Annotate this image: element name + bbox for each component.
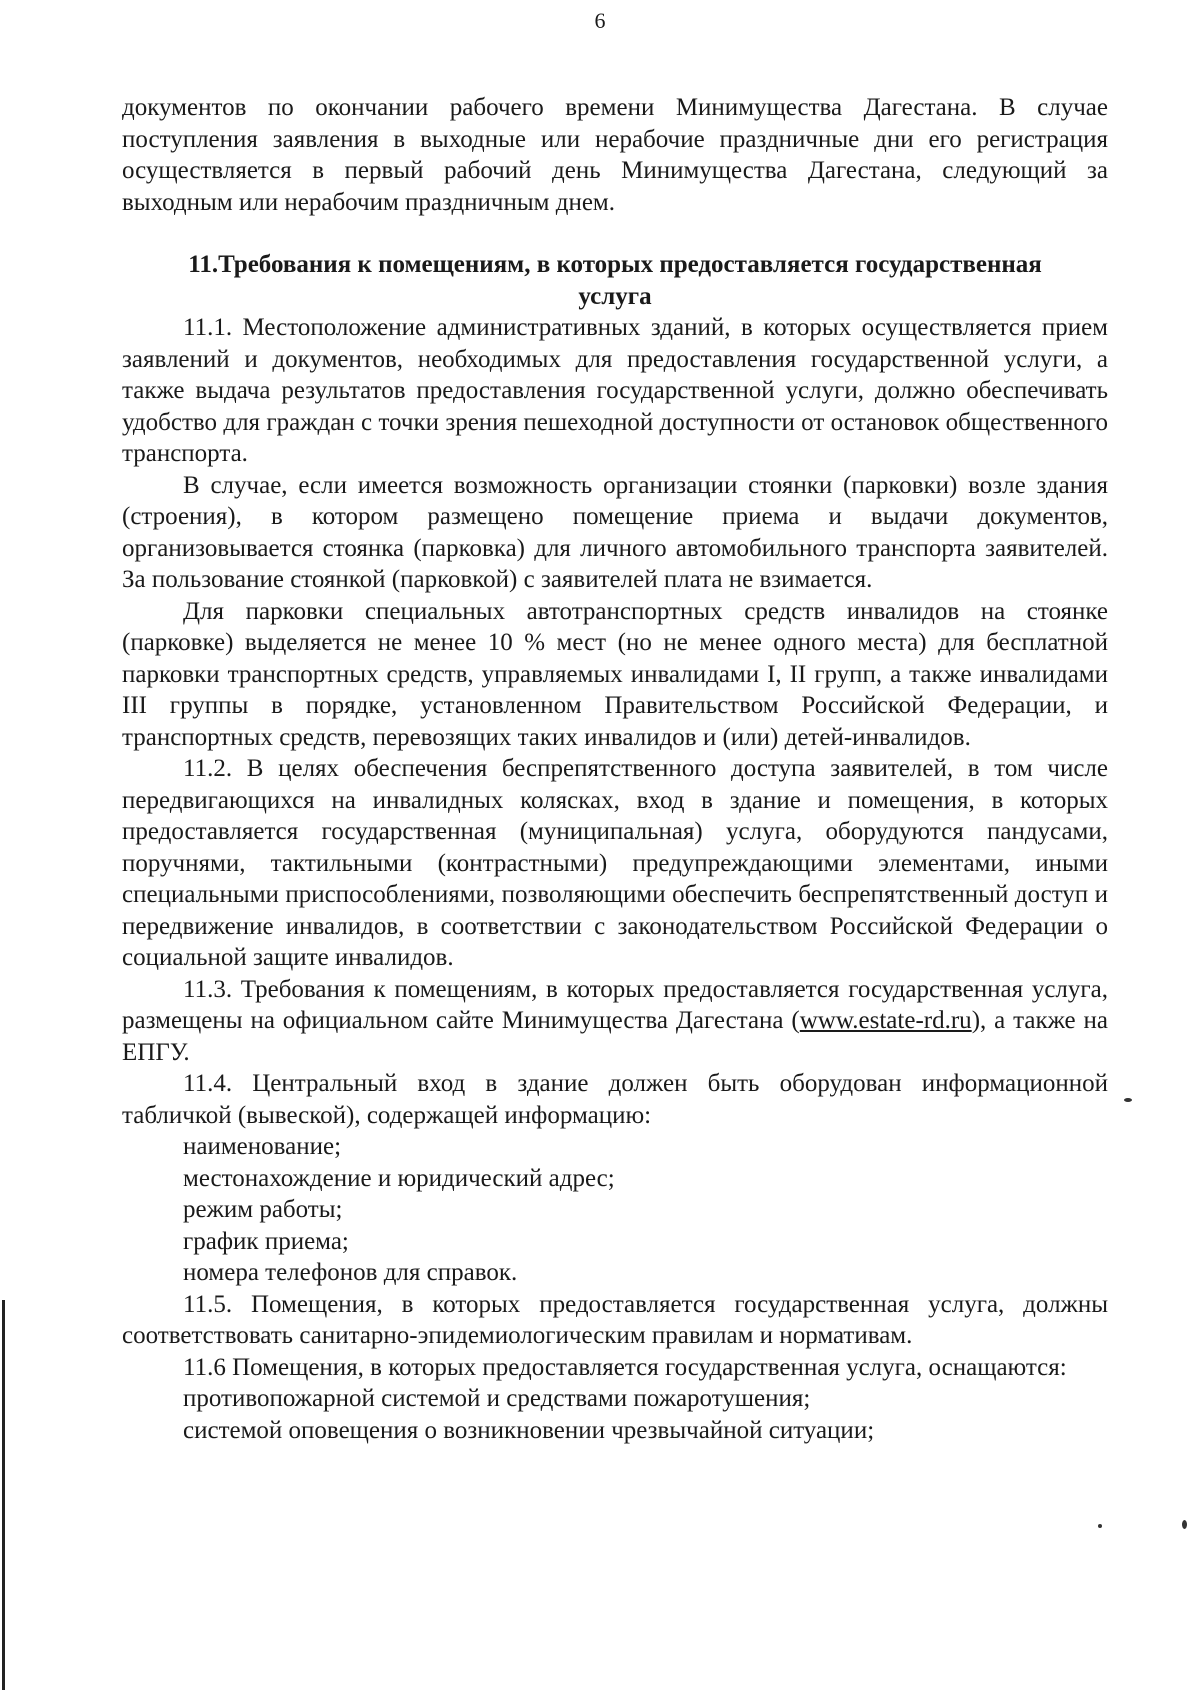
- paragraph-parking: В случае, если имеется возможность организации стоянки (парковки) возле здания (строения), в котором размещено помещение приема и выдачи документов, организовывается стоянка (парковка) для личного автомобильного транспорта заявителей. За пользование стоянкой (парковкой) с заявителей плата не взимается.: [122, 471, 1108, 593]
- paragraph-disabled-parking: Для парковки специальных автотранспортных средств инвалидов на стоянке (парковке) выделяется не менее 10 % мест (но не менее одного места) для бесплатной парковки транспортных средств, управляемых инвалидами I, II групп, а также инвалидами III группы в порядке, установленном Правительством Российской Федерации, и транспортных средств, перевозящих таких инвалидов и (или) детей-инвалидов.: [122, 597, 1108, 751]
- equipment-item: системой оповещения о возникновении чрезвычайной ситуации;: [183, 1416, 875, 1444]
- paragraph-11-3-text-before: 11.3. Требования к помещениям, в которых предоставляется государственная услуга, размещены на официальном сайте Минимущества Дагестана (: [122, 975, 1108, 1034]
- sign-item: местонахождение и юридический адрес;: [183, 1164, 615, 1192]
- sign-item: режим работы;: [183, 1196, 343, 1223]
- paragraph-11-6: 11.6 Помещения, в которых предоставляется государственная услуга, оснащаются:: [183, 1353, 1067, 1381]
- page-number: 6: [594, 8, 606, 33]
- paragraph-11-4: 11.4. Центральный вход в здание должен быть оборудован информационной табличкой (вывеской), содержащей информацию:: [122, 1070, 1108, 1129]
- sign-item: график приема;: [183, 1227, 349, 1255]
- paragraph-11-1: 11.1. Местоположение административных зданий, в которых осуществляется прием заявлений и документов, необходимых для предоставления государственной услуги, а также выдача результатов предоставления государственной услуги, должно обеспечивать удобство для граждан с точки зрения пешеходной доступности от остановок общественного транспорта.: [122, 314, 1108, 467]
- section-heading: 11.Требования к помещениям, в которых предоставляется государственная услуга: [188, 251, 1042, 310]
- document-body: [122, 92, 1108, 1446]
- paragraph-11-2: 11.2. В целях обеспечения беспрепятственного доступа заявителей, в том числе передвигающихся на инвалидных колясках, вход в здание и помещения, в которых предоставляется государственная (муниципальная) услуга, оборудуются пандусами, поручнями, тактильными (контрастными) предупреждающими элементами, иными специальными приспособлениями, позволяющими обеспечить беспрепятственный доступ и передвижение инвалидов, в соответствии с законодательством Российской Федерации о социальной защите инвалидов.: [122, 755, 1108, 971]
- intro-paragraph: документов по окончании рабочего времени Минимущества Дагестана. В случае поступления заявления в выходные или нерабочие праздничные дни его регистрация осуществляется в первый рабочий день Минимущества Дагестана, следующий за выходным или нерабочим праздничным днем.: [122, 94, 1108, 216]
- paragraph-11-3: [122, 974, 1108, 1069]
- scan-speck: [1124, 1098, 1132, 1102]
- sign-item: номера телефонов для справок.: [183, 1259, 518, 1286]
- paragraph-11-5: 11.5. Помещения, в которых предоставляется государственная услуга, должны соответствовать санитарно-эпидемиологическим правилам и нормативам.: [122, 1290, 1108, 1349]
- sign-item: наименование;: [183, 1133, 342, 1160]
- scan-speck: [1098, 1524, 1102, 1528]
- paragraph-11-3-text-after: ), а также на ЕПГУ.: [122, 1007, 1108, 1066]
- website-link[interactable]: www.estate-rd.ru: [799, 1007, 972, 1034]
- scan-speck: [1182, 1520, 1187, 1529]
- scan-edge-line: [2, 1300, 5, 1690]
- equipment-item: противопожарной системой и средствами пожаротушения;: [183, 1385, 811, 1412]
